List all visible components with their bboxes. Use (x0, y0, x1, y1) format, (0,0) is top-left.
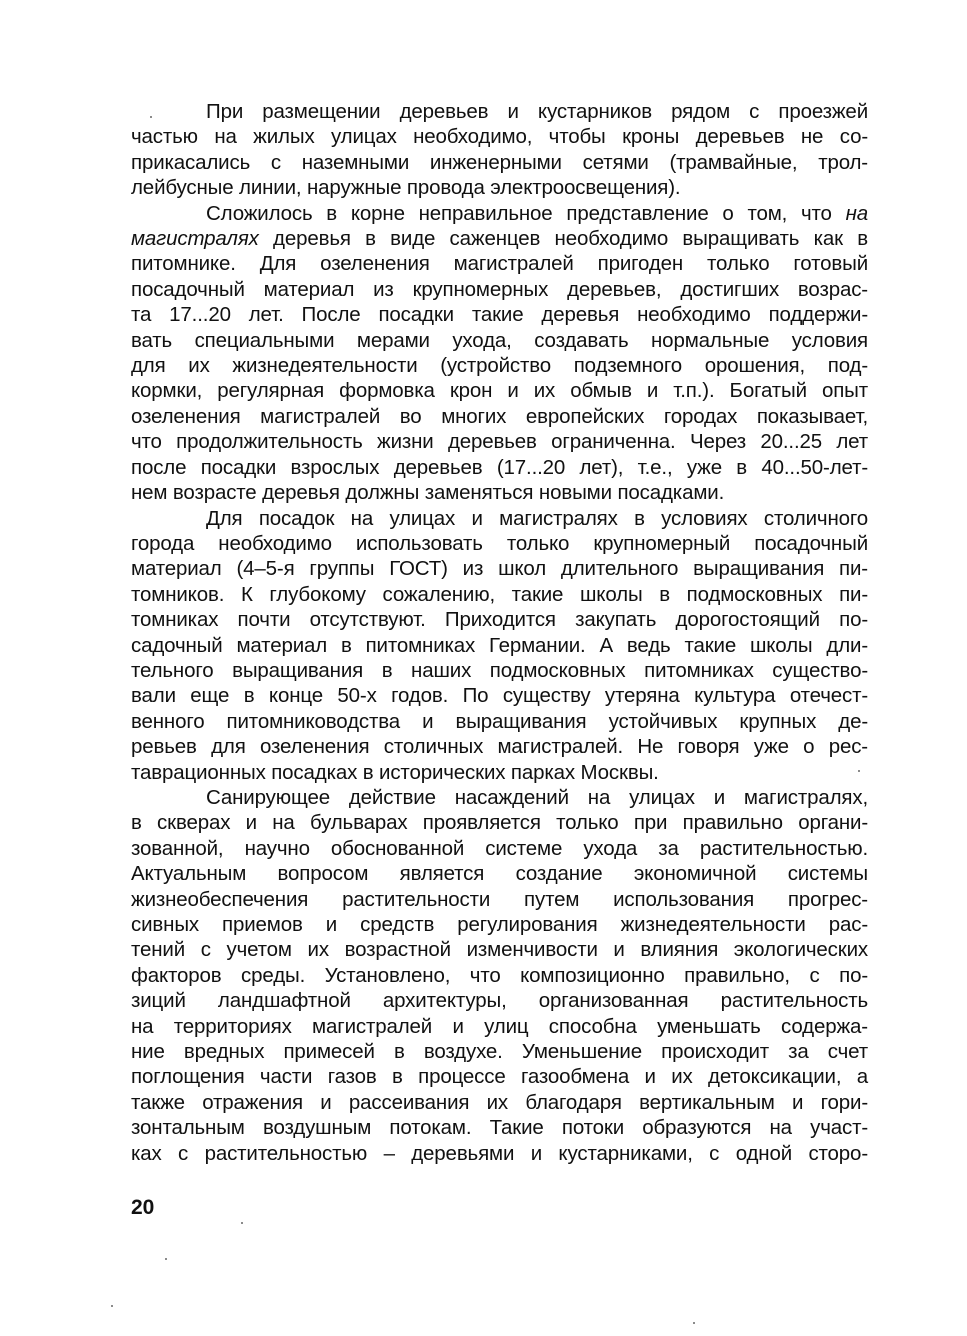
text-line: посадочный материал из крупномерных деревьев, достигших возрас- (131, 277, 868, 301)
body-text (131, 99, 868, 1166)
text-line: томниках почти отсутствуют. Приходится закупать дорогостоящий по- (131, 608, 868, 632)
text-line: та 17...20 лет. После посадки такие деревья необходимо поддержи- (131, 303, 868, 327)
scan-speck (111, 1305, 113, 1307)
scan-speck (165, 1258, 167, 1260)
text-line: материал (4–5-я группы ГОСТ) из школ длительного выращивания пи- (131, 557, 868, 581)
text-line: томников. К глубокому сожалению, такие школы в подмосковных пи- (131, 582, 868, 606)
paragraph-1 (131, 99, 868, 201)
text-line: поглощения части газов в процессе газообмена и их детоксикации, а (131, 1065, 868, 1089)
text-line: нем возрасте деревья должны заменяться новыми посадками. (131, 481, 725, 505)
text-line: прикасались с наземными инженерными сетями (трамвайные, трол- (131, 150, 868, 174)
text-line: При размещении деревьев и кустарников рядом с проезжей (206, 100, 868, 123)
page-number: 20 (131, 1196, 155, 1219)
text-line: зиций ландшафтной архитектуры, организованная растительность (131, 989, 868, 1013)
text-line: Санирующее действие насаждений на улицах и магистралях, (206, 785, 868, 809)
scan-speck (858, 770, 860, 772)
text-run: деревья в виде саженцев необходимо выращивать как в (258, 227, 868, 251)
text-line: после посадки взрослых деревьев (17...20 лет), т.е., уже в 40...50-лет- (131, 455, 868, 479)
text-line: ние вредных примесей в воздухе. Уменьшение происходит за счет (131, 1040, 868, 1064)
text-line: факторов среды. Установлено, что композиционно правильно, с по- (131, 963, 868, 987)
text-line: в скверах и на бульварах проявляется только при правильно органи- (131, 811, 868, 835)
text-line (131, 201, 868, 226)
text-line: частью на жилых улицах необходимо, чтобы кроны деревьев не со- (131, 125, 868, 149)
text-line: ках с растительностью – деревьями и кустарниками, с одной сторо- (131, 1141, 868, 1165)
text-line: кормки, регулярная формовка крон и их обмыв и т.п.). Богатый опыт (131, 379, 868, 403)
text-line (131, 226, 868, 251)
text-line: города необходимо использовать только крупномерный посадочный (131, 531, 868, 555)
text-line: сивных приемов и средств регулирования жизнедеятельности рас- (131, 913, 868, 936)
text-line: озеленения магистралей во многих европейских городах показывает, (131, 404, 868, 428)
text-line: вать специальными мерами ухода, создавать нормальные условия (131, 328, 868, 352)
paragraph-3 (131, 506, 868, 785)
text-line: питомнике. Для озеленения магистралей пригоден только готовый (131, 252, 868, 276)
scan-speck (693, 1322, 695, 1324)
paragraph-4 (131, 785, 868, 1166)
text-line: Для посадок на улицах и магистралях в условиях столичного (206, 506, 868, 530)
text-line: венного питомниководства и выращивания устойчивых крупных де- (131, 709, 868, 733)
text-line: лейбусные линии, наружные провода электроосвещения). (131, 176, 681, 200)
text-line: ревьев для озеленения столичных магистралей. Не говоря уже о рес- (131, 735, 868, 759)
text-line: зонтальным воздушным потокам. Такие потоки образуются на участ- (131, 1116, 868, 1140)
italic-text: на (845, 201, 868, 225)
text-line: зованной, научно обоснованной системе ухода за растительностью. (131, 836, 868, 860)
text-line: тений с учетом их возрастной изменчивости и влияния экологических (131, 938, 868, 962)
scan-speck (150, 116, 152, 118)
text-line: что продолжительность жизни деревьев ограниченна. Через 20...25 лет (131, 430, 868, 454)
italic-text: магистралях (131, 227, 259, 251)
text-run: Сложилось в корне неправильное представление о том, что (206, 201, 846, 225)
text-line: для их жизнедеятельности (устройство подземного орошения, под- (131, 354, 868, 378)
text-line: жизнеобеспечения растительности путем использования прогрес- (131, 887, 868, 911)
paragraph-2 (131, 201, 868, 506)
text-line: на территориях магистралей и улиц способна уменьшать содержа- (131, 1014, 868, 1038)
text-line: садочный материал в питомниках Германии. А ведь такие школы дли- (131, 633, 868, 657)
text-line: также отражения и рассеивания их благодаря вертикальным и гори- (131, 1090, 868, 1114)
text-line: Актуальным вопросом является создание экономичной системы (131, 862, 868, 886)
scan-speck (241, 1222, 243, 1224)
text-line: таврационных посадках в исторических парках Москвы. (131, 760, 659, 784)
text-line: вали еще в конце 50-х годов. По существу утеряна культура отечест- (131, 684, 868, 708)
text-line: тельного выращивания в наших подмосковных питомниках существо- (131, 658, 868, 682)
